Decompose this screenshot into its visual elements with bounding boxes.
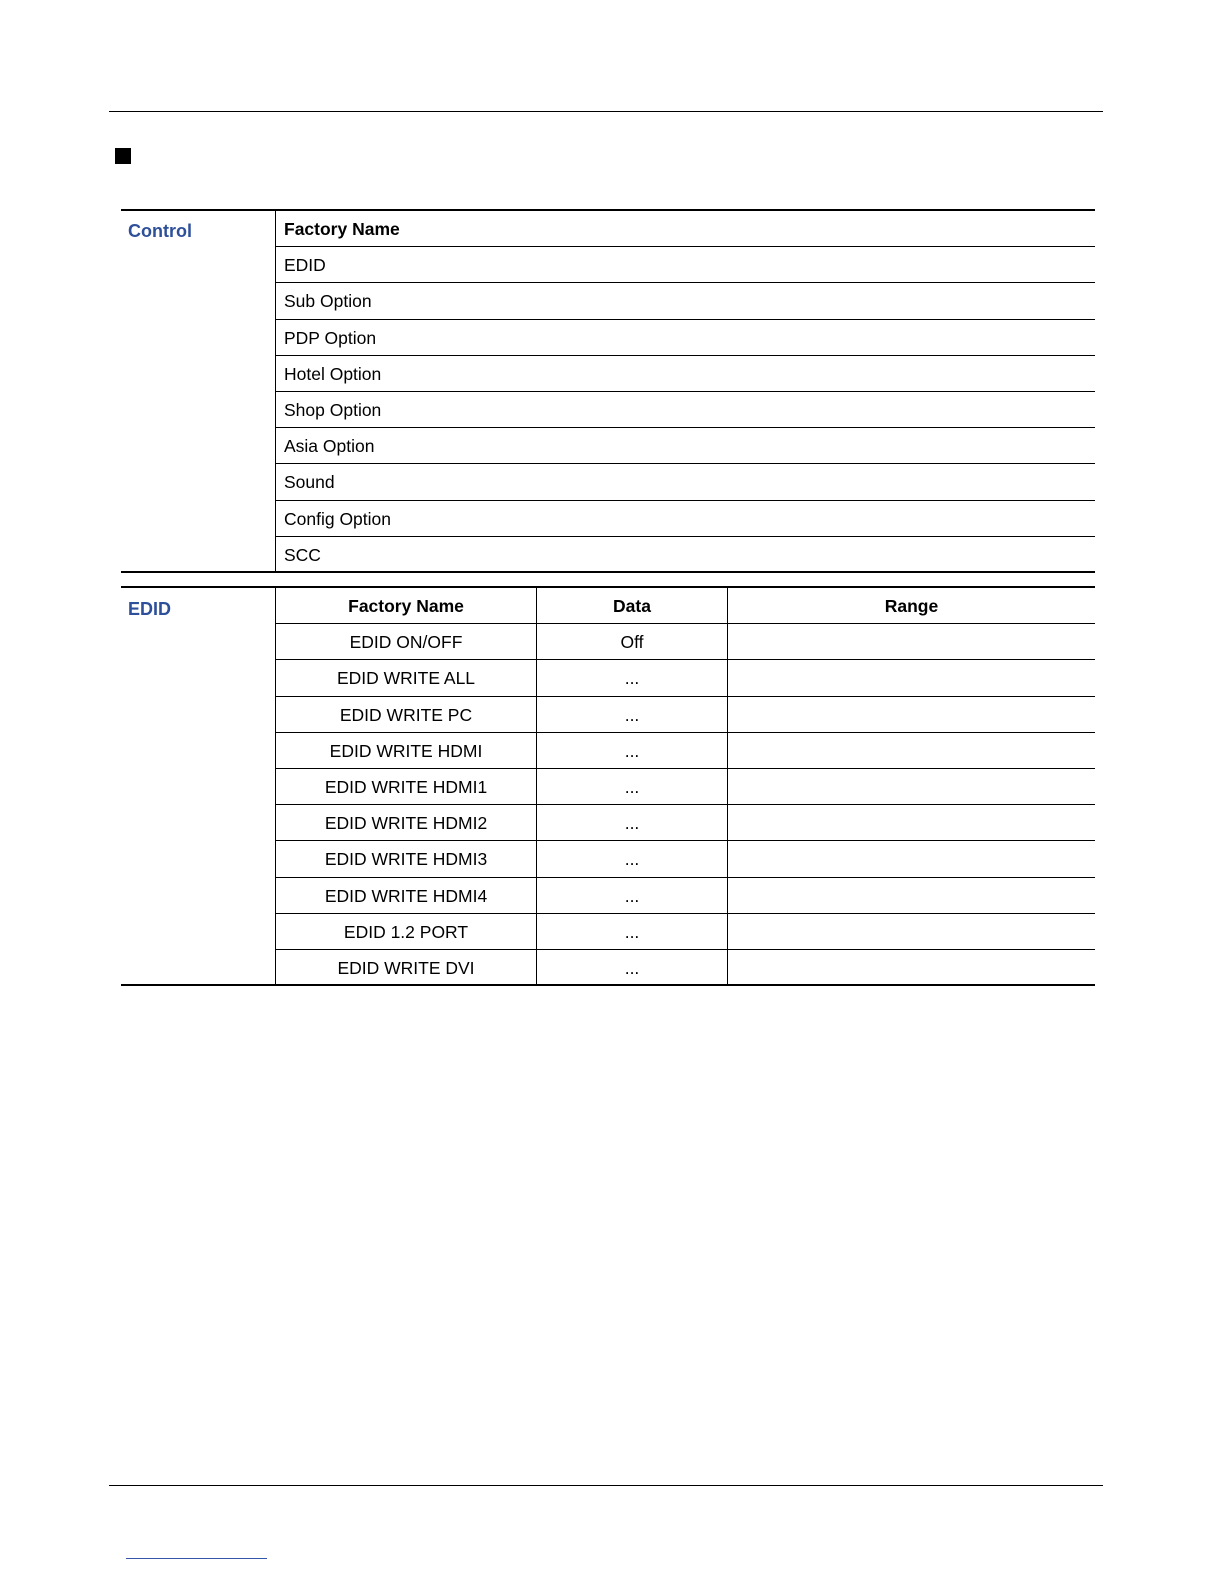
control-list-header: Factory Name [276,211,1095,247]
table-row [276,950,1095,986]
row-factory-name: EDID WRITE DVI [337,957,475,978]
row-data: ... [536,914,727,949]
table-row [276,769,1095,805]
row-factory-name: EDID WRITE HDMI1 [324,776,488,797]
control-section [121,209,1095,573]
table-row [276,733,1095,769]
row-factory-name: EDID WRITE ALL [336,668,476,689]
table-row [276,841,1095,877]
row-data: ... [536,697,727,732]
edid-table [275,588,1095,984]
control-item-pdp-option: PDP Option [276,320,1095,356]
footer-rule [109,1485,1103,1486]
table-row [276,660,1095,696]
row-range [727,841,1095,876]
row-factory-name: EDID WRITE HDMI3 [324,849,488,870]
edid-section [121,586,1095,986]
row-data: ... [536,878,727,913]
control-item-hotel-option: Hotel Option [276,356,1095,392]
control-item-scc: SCC [284,544,321,565]
header-rule [109,111,1103,112]
row-data: ... [536,841,727,876]
control-item-sub-option: Sub Option [276,283,1095,319]
control-item-edid: EDID [276,247,1095,283]
table-row [276,878,1095,914]
row-factory-name: EDID WRITE PC [339,704,473,725]
control-section-label: Control [128,221,192,241]
footer-link-underline[interactable] [126,1558,267,1559]
row-range [727,660,1095,695]
table-row [276,697,1095,733]
row-factory-name: EDID WRITE HDMI2 [324,813,488,834]
control-item-shop-option: Shop Option [276,392,1095,428]
row-factory-name: EDID ON/OFF [349,632,463,653]
row-factory-name: EDID 1.2 PORT [343,921,469,942]
row-range [727,878,1095,913]
row-range [727,914,1095,949]
column-header-data: Data [536,588,727,623]
control-list [275,211,1095,571]
column-header-range: Range [727,588,1095,623]
row-range [727,733,1095,768]
row-data: ... [536,950,727,986]
column-header-factory-name: Factory Name [348,596,464,616]
control-item-asia-option: Asia Option [276,428,1095,464]
table-row [276,914,1095,950]
row-data: ... [536,660,727,695]
row-range [727,950,1095,986]
edid-section-label: EDID [128,599,172,619]
row-range [727,805,1095,840]
row-data: ... [536,733,727,768]
row-factory-name: EDID WRITE HDMI4 [324,885,488,906]
edid-table-header [276,588,1095,624]
table-row [276,624,1095,660]
row-range [727,697,1095,732]
row-data: ... [536,769,727,804]
row-data: Off [536,624,727,659]
table-row [276,805,1095,841]
control-item-sound: Sound [276,464,1095,500]
row-range [727,769,1095,804]
square-bullet-icon [115,148,131,164]
row-data: ... [536,805,727,840]
row-range [727,624,1095,659]
control-item-config-option: Config Option [276,501,1095,537]
row-factory-name: EDID WRITE HDMI [329,740,483,761]
